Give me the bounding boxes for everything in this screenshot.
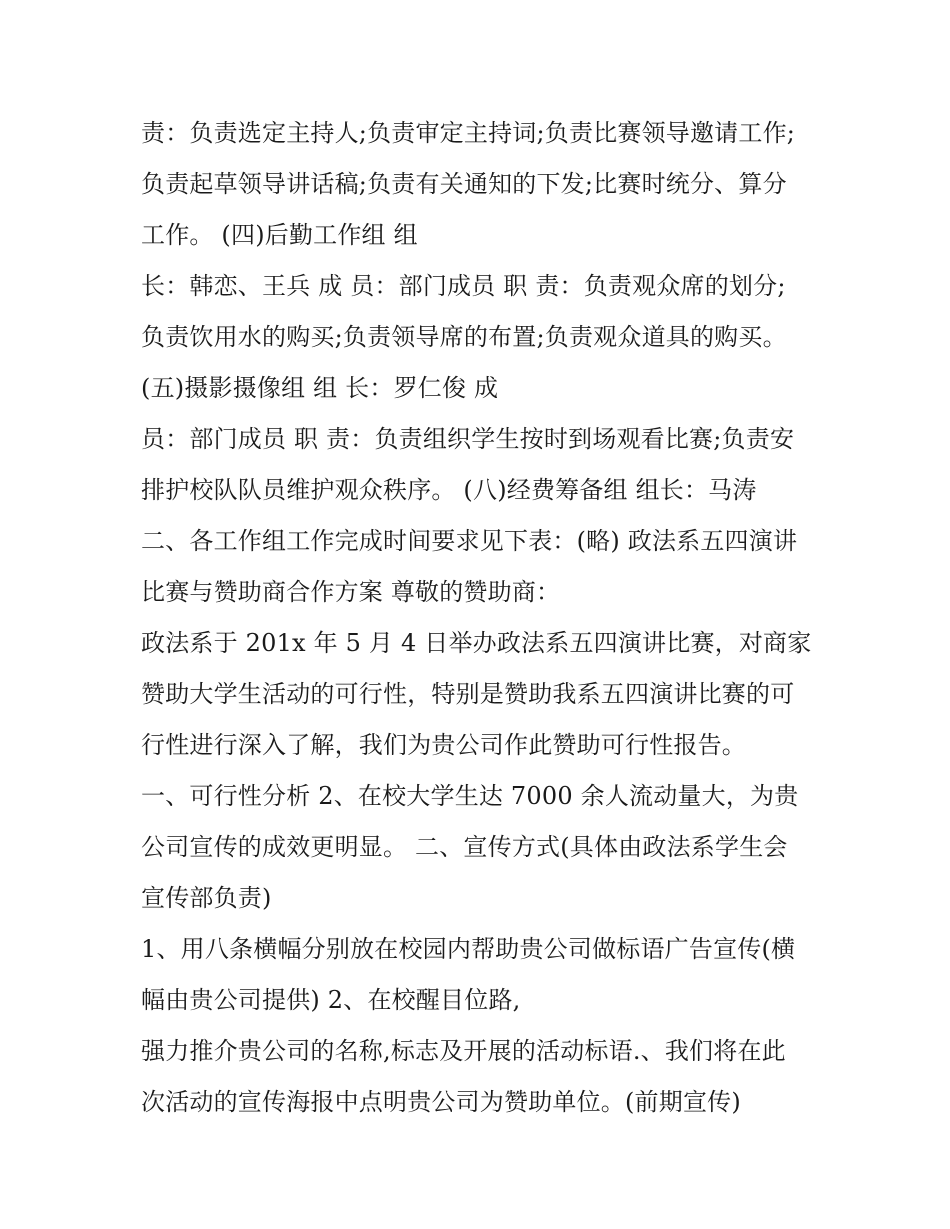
- text-line: 政法系于 201x 年 5 月 4 日举办政法系五四演讲比赛，对商家: [141, 629, 812, 657]
- text-line: 次活动的宣传海报中点明贵公司为赞助单位。(前期宣传): [141, 1088, 741, 1116]
- text-line: 宣传部负责): [141, 884, 272, 912]
- text-line: (五)摄影摄像组 组 长：罗仁俊 成: [141, 374, 499, 402]
- text-line: 负责饮用水的购买;负责领导席的布置;负责观众道具的购买。: [141, 323, 787, 351]
- text-line: 行性进行深入了解，我们为贵公司作此赞助可行性报告。: [141, 731, 746, 759]
- text-line: 比赛与赞助商合作方案 尊敬的赞助商：: [141, 578, 561, 606]
- text-line: 二、各工作组工作完成时间要求见下表：(略) 政法系五四演讲: [141, 527, 798, 555]
- text-line: 幅由贵公司提供) 2、在校醒目位路,: [141, 986, 521, 1014]
- text-line: 1、用八条横幅分别放在校园内帮助贵公司做标语广告宣传(横: [141, 935, 796, 963]
- text-line: 赞助大学生活动的可行性，特别是赞助我系五四演讲比赛的可: [141, 680, 795, 708]
- text-line: 一、可行性分析 2、在校大学生达 7000 余人流动量大，为贵: [141, 782, 799, 810]
- text-line: 强力推介贵公司的名称,标志及开展的活动标语.、我们将在此: [141, 1037, 786, 1065]
- text-line: 长：韩恋、王兵 成 员：部门成员 职 责：负责观众席的划分;: [141, 272, 786, 300]
- text-line: 工作。 (四)后勤工作组 组: [141, 221, 418, 249]
- text-line: 责：负责选定主持人;负责审定主持词;负责比赛领导邀请工作;: [141, 119, 796, 147]
- text-line: 员：部门成员 职 责：负责组织学生按时到场观看比赛;负责安: [141, 425, 795, 453]
- text-line: 排护校队队员维护观众秩序。 (八)经费筹备组 组长：马涛: [141, 476, 757, 504]
- text-line: 负责起草领导讲话稿;负责有关通知的下发;比赛时统分、算分: [141, 170, 787, 198]
- text-line: 公司宣传的成效更明显。 二、宣传方式(具体由政法系学生会: [141, 833, 788, 861]
- body-text: [141, 108, 831, 1128]
